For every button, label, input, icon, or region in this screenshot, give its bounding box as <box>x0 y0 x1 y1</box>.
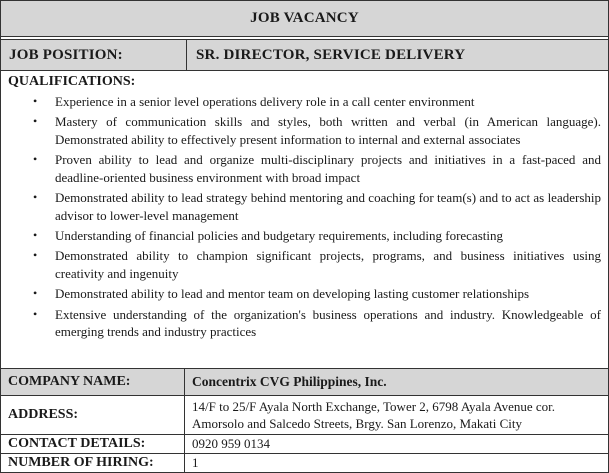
hiring-value: 1 <box>192 455 199 470</box>
list-item <box>0 227 609 245</box>
bullet-icon: • <box>33 286 38 301</box>
bullet-icon: • <box>33 248 38 263</box>
bullet-icon: • <box>33 114 38 129</box>
table-divider <box>0 39 609 40</box>
list-item <box>0 189 609 225</box>
qualification-text: Proven ability to lead and organize multi-disciplinary projects and initiatives in a fast-paced and deadline-oriented business environment with broad impact <box>55 152 601 185</box>
list-item <box>0 151 609 187</box>
table-border <box>0 0 1 473</box>
contact-value: 0920 959 0134 <box>192 436 270 451</box>
qualification-text: Extensive understanding of the organization's business operations and industry. Knowledgeable of emerging trends and industry practices <box>55 306 601 340</box>
bullet-icon: • <box>33 94 38 108</box>
table-divider <box>0 368 609 369</box>
qualification-text: Demonstrated ability to lead strategy behind mentoring and coaching for team(s) and to act as leadership advisor to lower-level management <box>55 190 601 223</box>
company-value: Concentrix CVG Philippines, Inc. <box>192 374 387 389</box>
job-position-label: JOB POSITION: <box>9 47 123 63</box>
table-border <box>0 0 609 1</box>
contact-row <box>0 435 609 453</box>
column-divider <box>184 368 185 473</box>
list-item <box>0 113 609 149</box>
address-value: 14/F to 25/F Ayala North Exchange, Tower 2, 6798 Ayala Avenue cor. Amorsolo and Salcedo Streets, Brgy. San Lorenzo, Makati City <box>192 399 556 431</box>
list-item <box>0 247 609 283</box>
column-divider <box>186 39 187 71</box>
list-item <box>0 93 609 111</box>
qualification-text: Demonstrated ability to champion significant projects, programs, and business initiatives using creativity and ingenuity <box>55 248 601 282</box>
qualification-text: Understanding of financial policies and budgetary requirements, including forecasting <box>55 228 503 244</box>
table-divider <box>0 453 609 454</box>
qualifications-section <box>0 71 609 367</box>
page-title: JOB VACANCY <box>0 0 609 36</box>
table-divider <box>0 434 609 435</box>
address-label: ADDRESS: <box>8 407 79 422</box>
job-position-row <box>0 40 609 70</box>
company-label: COMPANY NAME: <box>8 374 131 389</box>
qualifications-list <box>0 93 609 343</box>
contact-label: CONTACT DETAILS: <box>8 436 146 451</box>
qualifications-heading: QUALIFICATIONS: <box>8 74 136 89</box>
qualification-text: Mastery of communication skills and styles, both written and verbal (in American language). Demonstrated ability to effectively present information to internal and external associates <box>55 114 601 147</box>
qualification-text: Demonstrated ability to lead and mentor team on developing lasting customer relationships <box>55 286 530 302</box>
bullet-icon: • <box>33 152 38 167</box>
hiring-row <box>0 454 609 472</box>
list-item <box>0 306 609 342</box>
address-row <box>0 396 609 434</box>
qualification-text: Experience in a senior level operations delivery role in a call center environment <box>55 94 475 109</box>
bullet-icon: • <box>33 228 38 243</box>
table-divider <box>0 395 609 396</box>
list-item <box>0 285 609 303</box>
bullet-icon: • <box>33 190 38 205</box>
job-position-value: SR. DIRECTOR, SERVICE DELIVERY <box>196 47 466 63</box>
table-divider <box>0 70 609 71</box>
table-divider <box>0 36 609 37</box>
bullet-icon: • <box>33 306 38 321</box>
hiring-label: NUMBER OF HIRING: <box>8 455 154 470</box>
company-row <box>0 369 609 395</box>
